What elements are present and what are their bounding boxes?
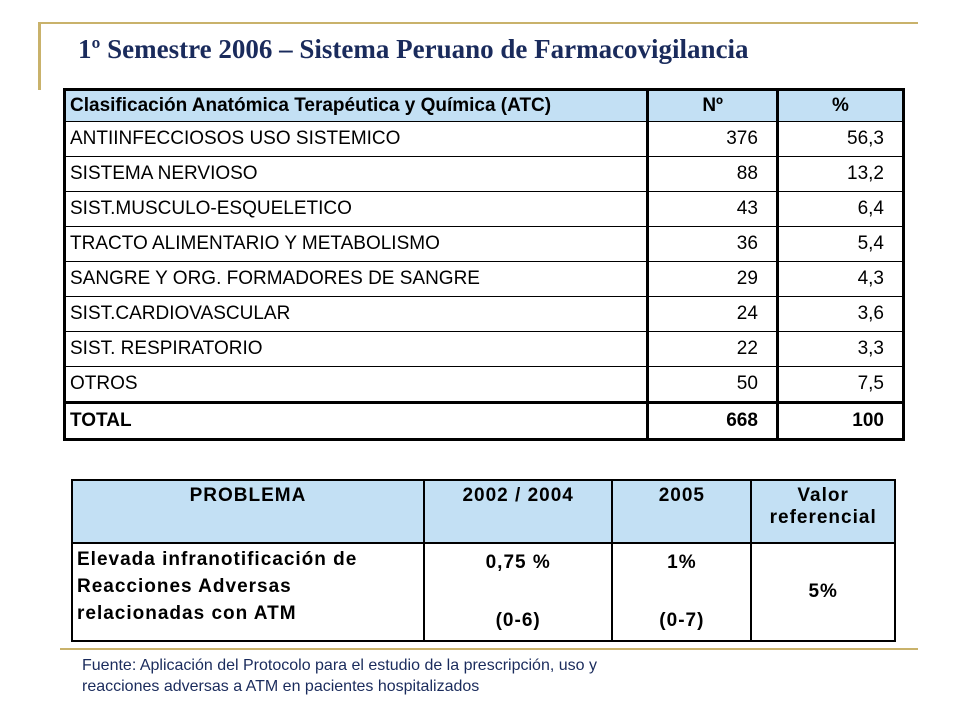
table-row — [65, 367, 904, 403]
atc-count-cell: 24 — [648, 297, 778, 332]
atc-count-cell: 376 — [648, 122, 778, 157]
reference-header-line1: Valor — [797, 485, 849, 506]
atc-header-category: Clasificación Anatómica Terapéutica y Química (ATC) — [65, 90, 648, 122]
period2-header: 2005 — [612, 480, 751, 543]
atc-category-cell: ANTIINFECCIOSOS USO SISTEMICO — [65, 122, 648, 157]
reference-value: 5% — [751, 543, 895, 641]
atc-count-cell: 29 — [648, 262, 778, 297]
problem-description — [72, 543, 424, 641]
atc-category-cell: SIST.CARDIOVASCULAR — [65, 297, 648, 332]
atc-percent-cell: 56,3 — [777, 122, 903, 157]
source-line-1: Fuente: Aplicación del Protocolo para el estudio de la prescripción, uso y — [82, 657, 597, 674]
period1-header: 2002 / 2004 — [424, 480, 612, 543]
period2-value: 1% — [667, 552, 697, 573]
source-line-2: reacciones adversas a ATM en pacientes hospitalizados — [82, 678, 480, 695]
atc-total-percent: 100 — [777, 403, 903, 440]
table-row — [65, 192, 904, 227]
bottom-accent-line — [60, 648, 918, 650]
atc-percent-cell: 5,4 — [777, 227, 903, 262]
atc-category-cell: TRACTO ALIMENTARIO Y METABOLISMO — [65, 227, 648, 262]
table-row — [65, 262, 904, 297]
atc-percent-cell: 3,3 — [777, 332, 903, 367]
atc-count-cell: 50 — [648, 367, 778, 403]
period2-range: (0-7) — [659, 610, 705, 631]
reference-header-line2: referencial — [769, 507, 877, 528]
atc-total-label: TOTAL — [65, 403, 648, 440]
atc-percent-cell: 3,6 — [777, 297, 903, 332]
atc-count-cell: 22 — [648, 332, 778, 367]
atc-percent-cell: 7,5 — [777, 367, 903, 403]
problem-table-header-row — [72, 480, 895, 543]
atc-percent-cell: 6,4 — [777, 192, 903, 227]
table-row — [65, 227, 904, 262]
period1-value: 0,75 % — [485, 552, 551, 573]
problem-line: relacionadas con ATM — [77, 603, 297, 624]
reference-header — [751, 480, 895, 543]
atc-category-cell: SISTEMA NERVIOSO — [65, 157, 648, 192]
table-row — [72, 543, 895, 641]
top-accent-line — [38, 22, 918, 24]
atc-count-cell: 43 — [648, 192, 778, 227]
source-note — [82, 655, 842, 697]
page-title: 1º Semestre 2006 – Sistema Peruano de Farmacovigilancia — [78, 34, 749, 64]
atc-total-count: 668 — [648, 403, 778, 440]
atc-table — [63, 88, 905, 441]
problem-table — [71, 479, 896, 642]
atc-count-cell: 88 — [648, 157, 778, 192]
period1-range: (0-6) — [495, 610, 541, 631]
atc-category-cell: SANGRE Y ORG. FORMADORES DE SANGRE — [65, 262, 648, 297]
atc-percent-cell: 13,2 — [777, 157, 903, 192]
atc-count-cell: 36 — [648, 227, 778, 262]
table-row — [65, 332, 904, 367]
period1-cell — [424, 543, 612, 641]
atc-header-percent: % — [777, 90, 903, 122]
atc-percent-cell: 4,3 — [777, 262, 903, 297]
table-row — [65, 122, 904, 157]
atc-total-row — [65, 403, 904, 440]
atc-category-cell: OTROS — [65, 367, 648, 403]
table-row — [65, 157, 904, 192]
period2-cell — [612, 543, 751, 641]
problem-line: Elevada infranotificación de — [77, 549, 358, 570]
table-row — [65, 297, 904, 332]
problem-header: PROBLEMA — [72, 480, 424, 543]
atc-table-header-row — [65, 90, 904, 122]
left-accent-line — [38, 22, 41, 90]
problem-line: Reacciones Adversas — [77, 576, 292, 597]
atc-category-cell: SIST.MUSCULO-ESQUELETICO — [65, 192, 648, 227]
atc-header-count: Nº — [648, 90, 778, 122]
atc-category-cell: SIST. RESPIRATORIO — [65, 332, 648, 367]
